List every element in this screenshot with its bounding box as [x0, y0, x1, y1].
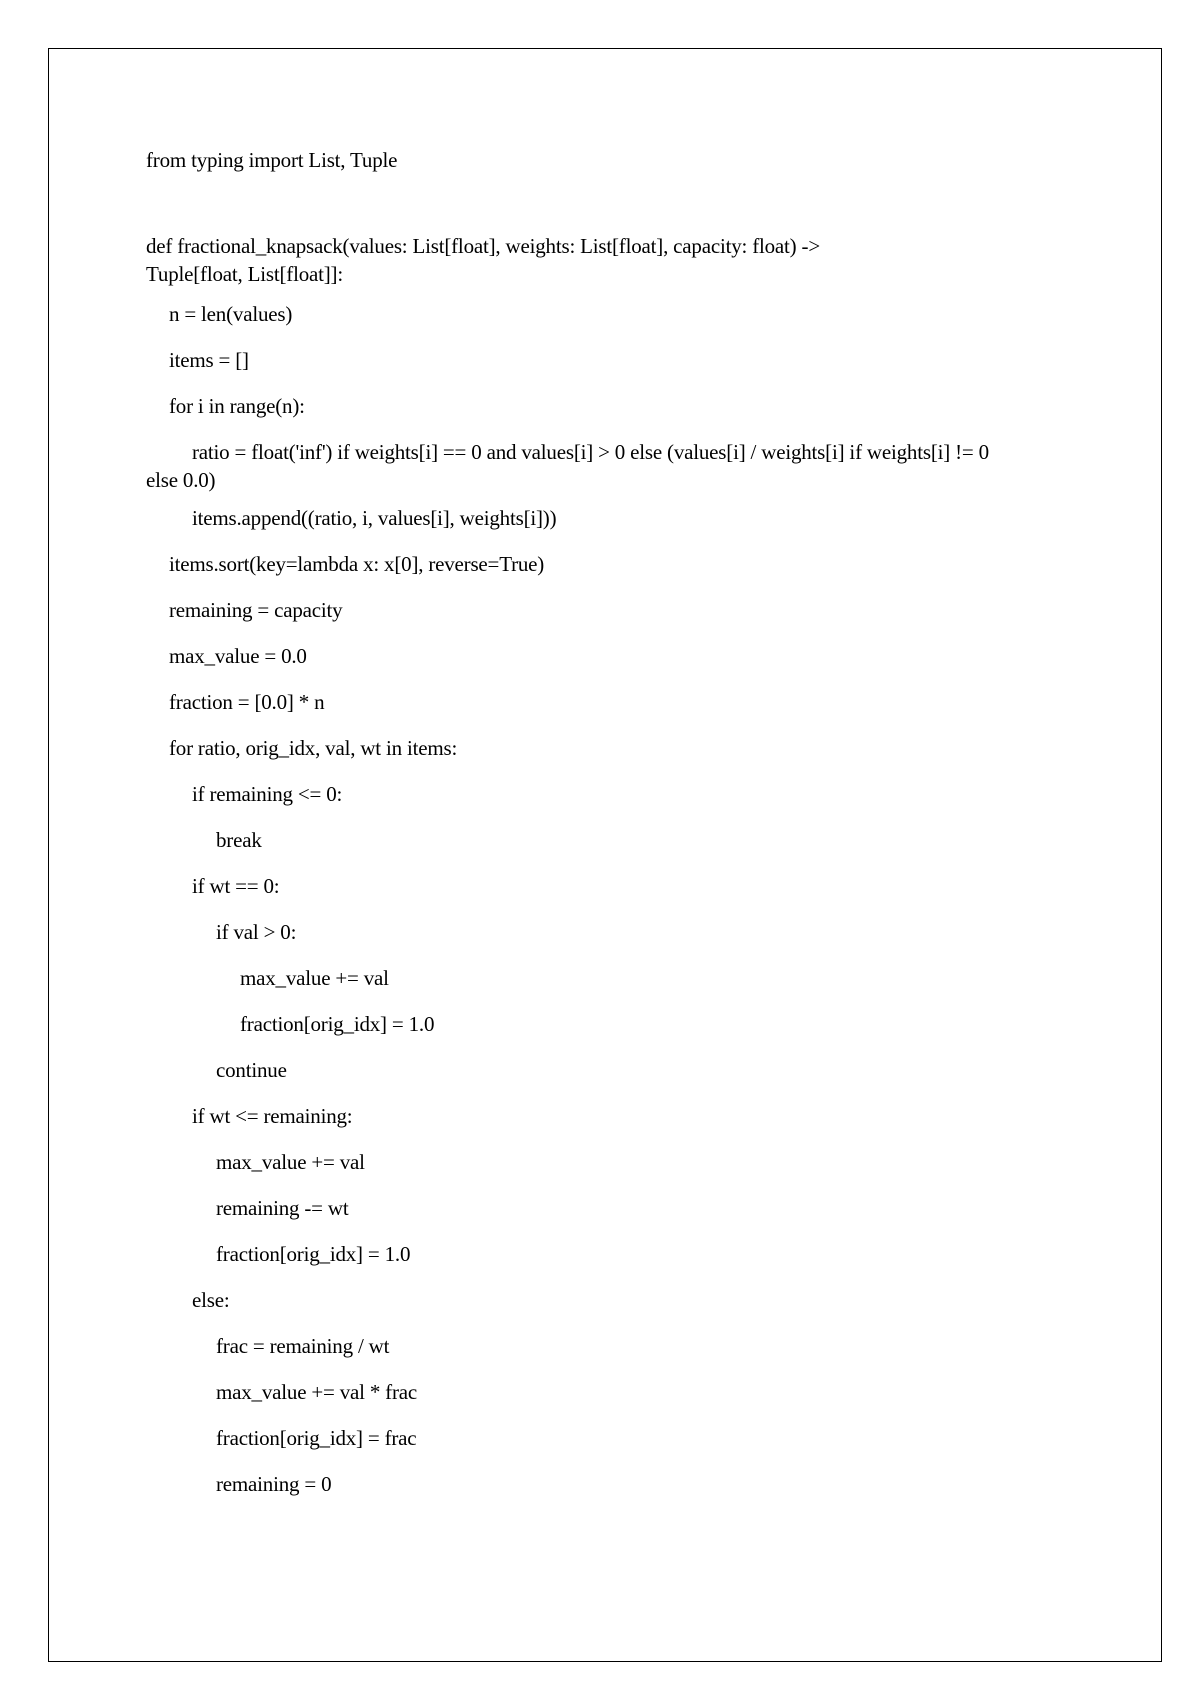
code-line: break: [216, 828, 262, 852]
code-line: remaining = capacity: [169, 598, 343, 622]
code-line-import: from typing import List, Tuple: [146, 148, 398, 172]
code-line: items.append((ratio, i, values[i], weights[i])): [192, 506, 557, 530]
code-line: for ratio, orig_idx, val, wt in items:: [169, 736, 458, 760]
code-line: items.sort(key=lambda x: x[0], reverse=True): [169, 552, 545, 576]
code-line: max_value = 0.0: [169, 644, 307, 668]
code-line: items = []: [169, 348, 249, 372]
code-line: else:: [192, 1288, 230, 1312]
code-line: n = len(values): [169, 302, 293, 326]
code-line: max_value += val: [240, 966, 389, 990]
code-line: if remaining <= 0:: [192, 782, 343, 806]
code-line: if wt <= remaining:: [192, 1104, 353, 1128]
code-line: frac = remaining / wt: [216, 1334, 390, 1358]
code-line: fraction[orig_idx] = 1.0: [216, 1242, 411, 1266]
code-line: if val > 0:: [216, 920, 297, 944]
code-line: max_value += val * frac: [216, 1380, 418, 1404]
code-line: fraction[orig_idx] = 1.0: [240, 1012, 435, 1036]
code-line: remaining = 0: [216, 1472, 332, 1496]
code-line: fraction[orig_idx] = frac: [216, 1426, 417, 1450]
code-line: for i in range(n):: [169, 394, 305, 418]
code-line: max_value += val: [216, 1150, 365, 1174]
page-frame: [48, 48, 1162, 1662]
code-line-ratio: ratio = float('inf') if weights[i] == 0 and values[i] > 0 else (values[i] / weights[i] if weights[i] != 0 else 0.0): [146, 440, 989, 492]
code-line: continue: [216, 1058, 287, 1082]
code-line: fraction = [0.0] * n: [169, 690, 325, 714]
code-line-def: def fractional_knapsack(values: List[float], weights: List[float], capacity: float) -> Tuple[float, List[float]]:: [146, 234, 820, 286]
code-line: remaining -= wt: [216, 1196, 349, 1220]
code-line: if wt == 0:: [192, 874, 280, 898]
